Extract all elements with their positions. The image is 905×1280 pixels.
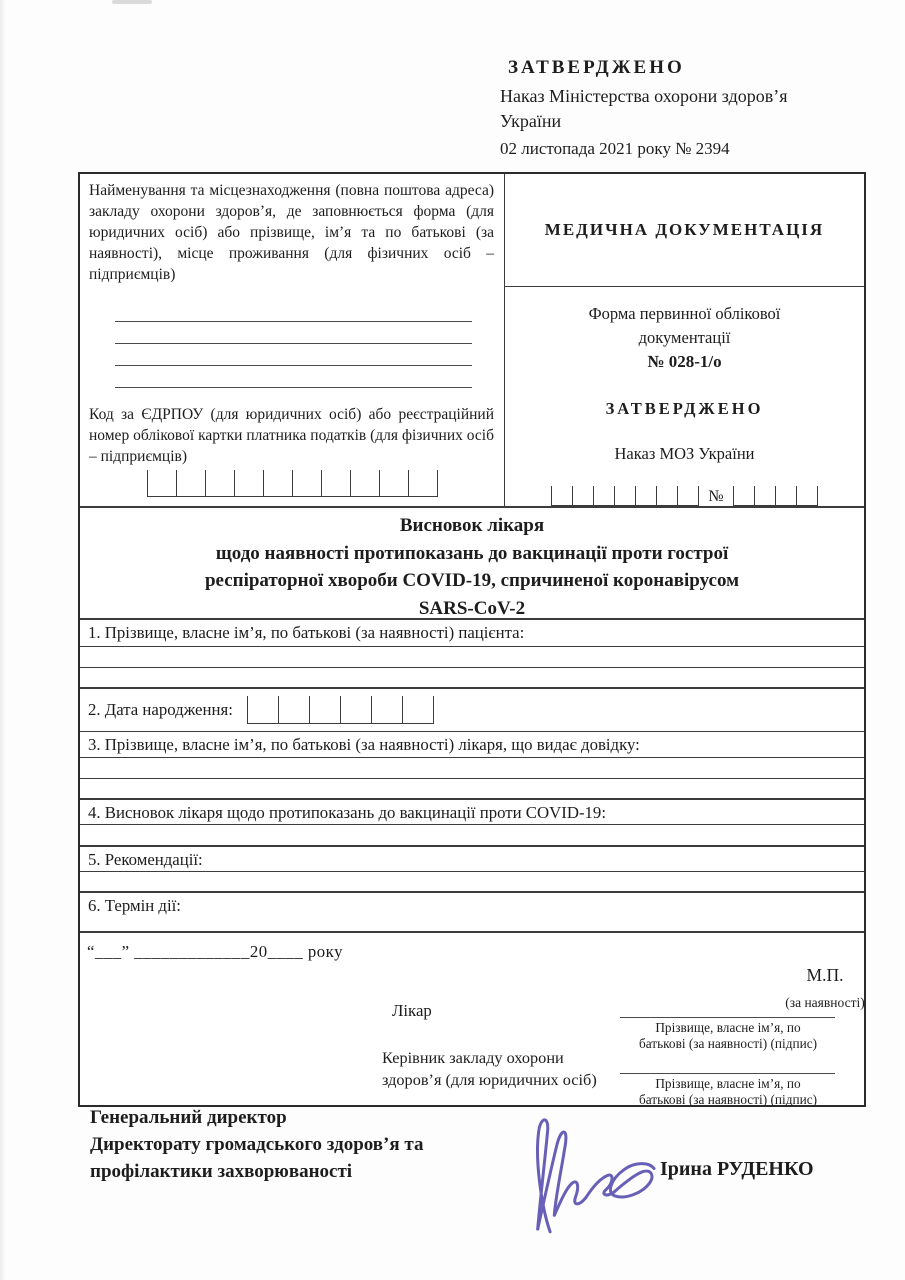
field-patient-name-label: 1. Прізвище, власне ім’я, по батькові (за наявності) пацієнта: <box>80 618 864 646</box>
comb-cell[interactable] <box>234 470 263 496</box>
form-label-line2: документації <box>638 328 731 347</box>
info-header-section <box>80 174 864 506</box>
doctor-label: Лікар <box>392 1001 432 1020</box>
med-doc-cell-group <box>505 174 864 506</box>
caption-line: Прізвище, власне ім’я, по <box>655 1020 801 1035</box>
title-line2: щодо наявності протипоказань до вакцинації проти гострої <box>215 542 729 564</box>
title-line3: респіраторної хвороби COVID-19, спричиненої коронавірусом <box>204 570 740 591</box>
comb-cell[interactable] <box>371 696 402 723</box>
order-line2: України <box>500 111 562 131</box>
comb-cell[interactable] <box>340 696 371 723</box>
comb-cell[interactable] <box>677 486 698 505</box>
order-date: 02 листопада 2021 року № 2394 <box>500 139 730 158</box>
approved-label: ЗАТВЕРДЖЕНО <box>508 57 685 78</box>
field-birth-date <box>80 687 864 731</box>
form-number: № 028-1/о <box>647 352 722 371</box>
medical-documentation-label: МЕДИЧНА ДОКУМЕНТАЦІЯ <box>505 174 864 287</box>
form-table <box>78 172 866 1107</box>
order-date-comb-field <box>551 486 699 506</box>
date-fill-line[interactable]: “___” _____________20____ року <box>87 942 343 961</box>
director-line3: профілактики захворюваності <box>90 1161 353 1182</box>
title-line4: SARS-CoV-2 <box>418 597 526 619</box>
comb-cell[interactable] <box>733 486 754 505</box>
comb-cell[interactable] <box>292 470 321 496</box>
comb-cell[interactable] <box>321 470 350 496</box>
fill-line-row[interactable] <box>80 871 864 892</box>
fill-line[interactable] <box>115 300 472 322</box>
order-comb-row <box>505 486 864 506</box>
head-signature-line[interactable] <box>620 1073 835 1074</box>
comb-cell[interactable] <box>263 470 292 496</box>
comb-cell[interactable] <box>775 486 796 505</box>
institution-cell <box>80 174 505 506</box>
order-number-comb-field <box>733 486 818 506</box>
head-label-line2: здоров’я (для юридичних осіб) <box>382 1070 597 1089</box>
edrpou-label: Код за ЄДРПОУ (для юридичних осіб) або реєстраційний номер облікової картки платника податків (для фізичних осіб – підприємців) <box>89 406 494 465</box>
comb-cell[interactable] <box>754 486 775 505</box>
comb-cell[interactable] <box>593 486 614 505</box>
form-number-block <box>505 302 864 374</box>
fill-line-row[interactable] <box>80 824 864 845</box>
moz-order-label: Наказ МОЗ України <box>614 444 755 463</box>
number-sign: № <box>708 488 724 505</box>
edrpou-comb-field <box>147 470 438 497</box>
form-label-line1: Форма первинної облікової <box>588 304 781 323</box>
comb-cell[interactable] <box>176 470 205 496</box>
approval-header <box>500 55 890 161</box>
comb-cell[interactable] <box>572 486 593 505</box>
comb-cell[interactable] <box>551 486 572 505</box>
signature-section <box>80 931 864 1105</box>
institution-write-lines <box>115 300 472 388</box>
edrpou-comb-wrap <box>147 470 494 501</box>
comb-cell[interactable] <box>796 486 817 505</box>
director-line1: Генеральний директор <box>90 1107 287 1128</box>
caption-line: батькові (за наявності) (підпис) <box>638 1036 818 1051</box>
approved-label-right: ЗАТВЕРДЖЕНО <box>605 399 764 418</box>
comb-cell[interactable] <box>147 470 176 496</box>
order-line1: Наказ Міністерства охорони здоров’я <box>500 86 788 106</box>
fill-line[interactable] <box>115 366 472 388</box>
comb-cell[interactable] <box>402 696 433 723</box>
comb-cell[interactable] <box>379 470 408 496</box>
fill-line-row[interactable] <box>80 778 864 799</box>
caption-line: Прізвище, власне ім’я, по <box>655 1076 801 1091</box>
scan-edge-artifact <box>0 0 6 1280</box>
birth-date-comb-field <box>247 696 434 724</box>
fill-line-row[interactable] <box>80 646 864 667</box>
fill-line[interactable] <box>115 344 472 366</box>
scan-smudge-artifact <box>112 0 152 4</box>
field-birth-date-label: 2. Дата народження: <box>88 700 233 719</box>
field-doctor-name-label: 3. Прізвище, власне ім’я, по батькові (за наявності) лікаря, що видає довідку: <box>80 731 864 757</box>
handwritten-signature-icon <box>492 1097 675 1246</box>
field-validity-label: 6. Термін дії: <box>80 891 864 931</box>
comb-cell[interactable] <box>656 486 677 505</box>
head-label-line1: Керівник закладу охорони <box>382 1048 564 1067</box>
caption-line: батькові (за наявності) (підпис) <box>638 1092 818 1107</box>
document-title <box>80 506 864 618</box>
fill-line[interactable] <box>115 322 472 344</box>
stamp-note: (за наявності) <box>785 995 865 1010</box>
comb-cell[interactable] <box>309 696 340 723</box>
field-recommendations-label: 5. Рекомендації: <box>80 845 864 871</box>
comb-cell[interactable] <box>635 486 656 505</box>
fill-line-row[interactable] <box>80 757 864 778</box>
comb-cell[interactable] <box>278 696 309 723</box>
fill-line-row[interactable] <box>80 667 864 688</box>
signer-name: Ірина РУДЕНКО <box>660 1158 814 1180</box>
stamp-label: М.П. <box>806 965 844 985</box>
comb-cell[interactable] <box>247 696 278 723</box>
comb-cell[interactable] <box>408 470 437 496</box>
director-line2: Директорату громадського здоров’я та <box>90 1134 424 1155</box>
field-conclusion-label: 4. Висновок лікаря щодо протипоказань до вакцинації проти COVID-19: <box>80 798 864 824</box>
comb-cell[interactable] <box>614 486 635 505</box>
doctor-signature-line[interactable] <box>620 1017 835 1018</box>
comb-cell[interactable] <box>350 470 379 496</box>
head-of-institution-label <box>382 1047 597 1091</box>
director-title-block <box>90 1104 423 1185</box>
title-line1: Висновок лікаря <box>399 515 545 536</box>
doctor-signature-caption <box>603 1020 853 1052</box>
institution-label: Найменування та місцезнаходження (повна поштова адреса) закладу охорони здоров’я, де заповнюється форма (для юридичних осіб) або прізвище, ім’я та по батькові (за наявності), місце проживання (для фізичних осіб – підприємців) <box>89 182 494 283</box>
comb-cell[interactable] <box>205 470 234 496</box>
